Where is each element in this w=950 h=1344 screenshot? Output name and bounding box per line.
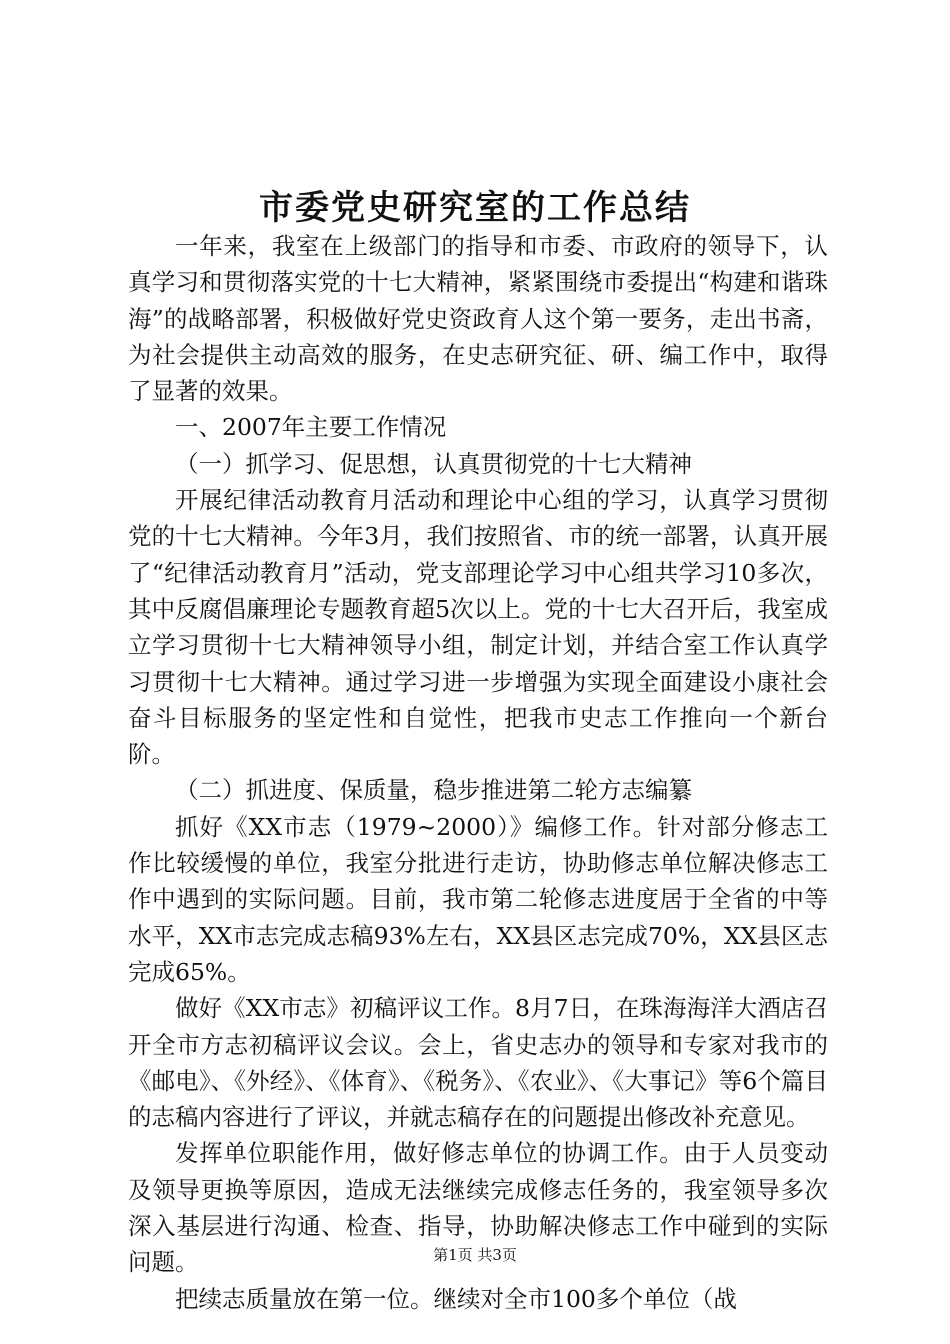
subsection-heading-2: （二）抓进度、保质量，稳步推进第二轮方志编纂 xyxy=(175,776,692,805)
paragraph-coordination: 发挥单位职能作用，做好修志单位的协调工作。由于人员变动及领导更换等原因，造成无法继续完成修志任务的，我室领导多次深入基层进行沟通、检查、指导，协助解决修志工作中碰到的实际问题。 xyxy=(128,1139,828,1277)
paragraph-review: 做好《XX市志》初稿评议工作。8月7日，在珠海海洋大酒店召开全市方志初稿评议会议。会上，省史志办的领导和专家对我市的《邮电》、《外经》、《体育》、《税务》、《农业》、《大事记》等6个篇目的志稿内容进行了评议，并就志稿存在的问题提出修改补充意见。 xyxy=(128,994,828,1132)
paragraph-study: 开展纪律活动教育月活动和理论中心组的学习，认真学习贯彻党的十七大精神。今年3月，我们按照省、市的统一部署，认真开展了“纪律活动教育月”活动，党支部理论学习中心组共学习10多次，其中反腐倡廉理论专题教育超5次以上。党的十七大召开后，我室成立学习贯彻十七大精神领导小组，制定计划，并结合室工作认真学习贯彻十七大精神。通过学习进一步增强为实现全面建设小康社会奋斗目标服务的坚定性和自觉性，把我市史志工作推向一个新台阶。 xyxy=(128,486,828,769)
paragraph-intro: 一年来，我室在上级部门的指导和市委、市政府的领导下，认真学习和贯彻落实党的十七大精神，紧紧围绕市委提出“构建和谐珠海”的战略部署，积极做好党史资政育人这个第一要务，走出书斋，为社会提供主动高效的服务，在史志研究征、研、编工作中，取得了显著的效果。 xyxy=(128,232,828,406)
document-title: 市委党史研究室的工作总结 xyxy=(259,188,691,228)
paragraph-compilation: 抓好《XX市志（1979~2000）》编修工作。针对部分修志工作比较缓慢的单位，我室分批进行走访，协助修志单位解决修志工作中遇到的实际问题。目前，我市第二轮修志进度居于全省的中等水平，XX市志完成志稿93%左右，XX县区志完成70%，XX县区志完成65%。 xyxy=(128,812,828,986)
section-heading-1: 一、2007年主要工作情况 xyxy=(175,413,447,442)
document-body xyxy=(128,228,828,1317)
subsection-heading-1: （一）抓学习、促思想，认真贯彻党的十七大精神 xyxy=(175,449,692,478)
paragraph-quality: 把续志质量放在第一位。继续对全市100多个单位（战 xyxy=(175,1284,737,1313)
page-number-footer: 第1页 共3页 xyxy=(433,1246,517,1264)
